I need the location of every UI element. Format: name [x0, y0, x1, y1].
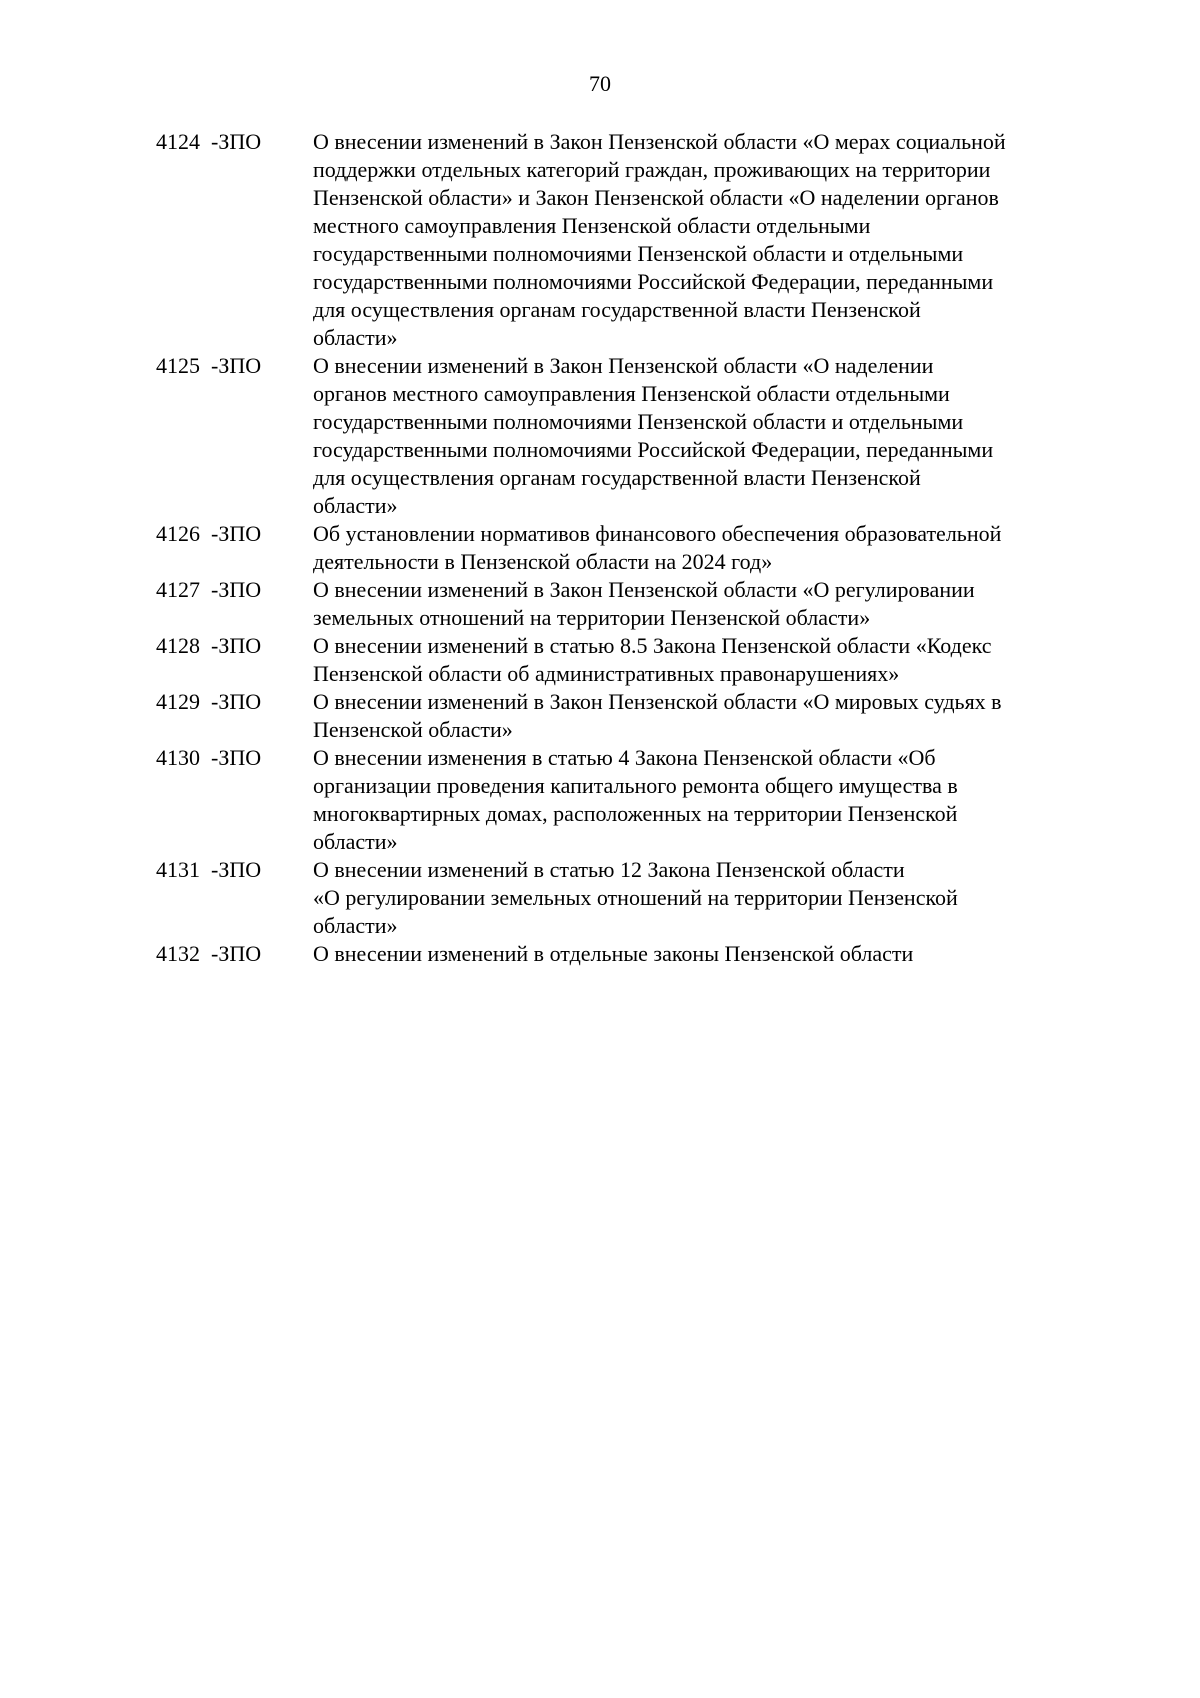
law-number: 4128 -ЗПО — [156, 633, 262, 658]
law-entry-4125 — [156, 352, 1086, 520]
law-entry-4130 — [156, 744, 1086, 856]
law-entry-4127 — [156, 576, 1086, 632]
law-entry-4128 — [156, 632, 1086, 688]
law-entry-4129 — [156, 688, 1086, 744]
law-title: Об установлении нормативов финансового обеспечения образовательной деятельности в Пензенской области на 2024 год» — [313, 521, 1002, 574]
law-title: О внесении изменений в статью 12 Закона Пензенской области «О регулировании земельных отношений на территории Пензенской области» — [313, 857, 958, 938]
law-number: 4129 -ЗПО — [156, 689, 262, 714]
law-number: 4125 -ЗПО — [156, 353, 262, 378]
law-entry-4126 — [156, 520, 1086, 576]
law-number: 4132 -ЗПО — [156, 941, 262, 966]
law-list — [156, 128, 1086, 968]
law-number: 4124 -ЗПО — [156, 129, 262, 154]
law-entry-4131 — [156, 856, 1086, 940]
law-number: 4127 -ЗПО — [156, 577, 262, 602]
law-number: 4131 -ЗПО — [156, 857, 262, 882]
law-number: 4130 -ЗПО — [156, 745, 262, 770]
law-title: О внесении изменений в статью 8.5 Закона Пензенской области «Кодекс Пензенской области об административных правонарушениях» — [313, 633, 992, 686]
law-title: О внесении изменений в Закон Пензенской области «О регулировании земельных отношений на территории Пензенской области» — [313, 577, 975, 630]
law-title: О внесении изменений в Закон Пензенской области «О наделении органов местного самоуправления Пензенской области отдельными государственными полномочиями Пензенской области и отдельными государственными полномочиями Российской Федерации, переданными для осуществления органам государственной власти Пензенской области» — [313, 353, 994, 518]
law-entry-4124 — [156, 128, 1086, 352]
law-title: О внесении изменения в статью 4 Закона Пензенской области «Об организации проведения капитального ремонта общего имущества в многоквартирных домах, расположенных на территории Пензенской области» — [313, 745, 958, 854]
law-entry-4132 — [156, 940, 1086, 968]
law-title: О внесении изменений в отдельные законы Пензенской области — [313, 941, 914, 966]
law-number: 4126 -ЗПО — [156, 521, 262, 546]
law-title: О внесении изменений в Закон Пензенской области «О мерах социальной поддержки отдельных категорий граждан, проживающих на территории Пензенской области» и Закон Пензенской области «О наделении органов местного самоуправления Пензенской области отдельными государственными полномочиями Пензенской области и отдельными государственными полномочиями Российской Федерации, переданными для осуществления органам государственной власти Пензенской области» — [313, 129, 1006, 350]
law-title: О внесении изменений в Закон Пензенской области «О мировых судьях в Пензенской области» — [313, 689, 1002, 742]
page-number: 70 — [589, 71, 611, 96]
